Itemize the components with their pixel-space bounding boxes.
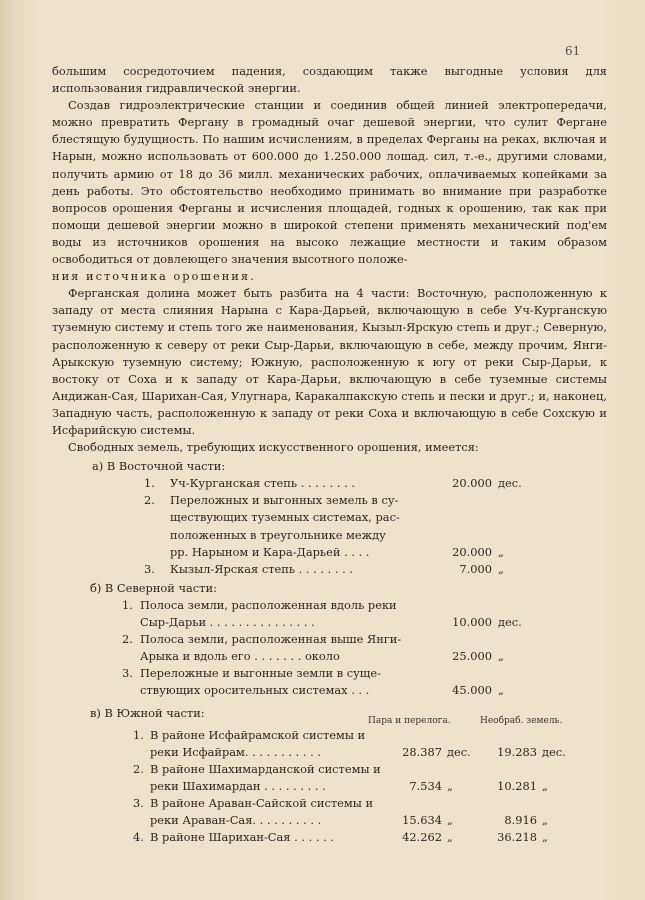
item-label: Арыка и вдоль его . . . . . . . около	[140, 649, 340, 664]
item-unit: дес.	[498, 615, 522, 629]
list-item	[52, 665, 550, 699]
section-south-header: в) В Южной части:	[90, 706, 205, 721]
column-header-unworked: Необраб. земель.	[480, 715, 563, 726]
paragraph-4: Свободных земель, требующих искусственного орошения, имеется:	[68, 440, 479, 455]
item-unit: „	[542, 830, 548, 845]
item-number: 2.	[133, 761, 144, 776]
item-value-unworked: 36.218	[497, 830, 537, 845]
item-label: В районе Араван-Сайской системы и	[150, 795, 374, 810]
item-label: ществующих туземных системах, рас-	[170, 510, 400, 525]
item-label: В районе Шахимарданской системы и	[150, 761, 381, 776]
list-item	[52, 561, 580, 578]
document-body	[52, 63, 607, 846]
item-value: 20.000	[452, 476, 492, 491]
item-label: реки Араван-Сая. . . . . . . . . .	[150, 813, 322, 828]
item-value-unworked: 8.916	[504, 813, 537, 828]
item-number: 2.	[144, 493, 155, 508]
item-value: 25.000	[452, 649, 492, 664]
item-unit: „	[498, 561, 504, 576]
item-number: 1.	[133, 727, 144, 742]
list-item	[52, 727, 607, 761]
list-item	[52, 597, 550, 631]
item-unit: „	[447, 778, 453, 793]
item-label: Полоса земли, расположенная вдоль реки	[140, 597, 397, 612]
section-north-list	[52, 597, 607, 700]
item-label: В районе Шарихан-Сая . . . . . .	[150, 830, 334, 845]
item-label: реки Исфайрам. . . . . . . . . . .	[150, 744, 321, 759]
section-east-list	[52, 475, 607, 578]
item-unit: „	[447, 830, 453, 845]
item-value: 7.000	[459, 561, 492, 576]
section-south-list	[52, 727, 607, 847]
item-number: 4.	[133, 830, 144, 845]
item-label: Сыр-Дарьи . . . . . . . . . . . . . . .	[140, 615, 315, 629]
item-unit: дес.	[542, 744, 566, 759]
item-unit: дес.	[447, 744, 471, 759]
item-label: В районе Исфайрамской системы и	[150, 727, 366, 742]
column-header-fallow: Пара и перелога.	[368, 715, 451, 726]
item-value-fallow: 15.634	[402, 813, 442, 828]
item-unit: „	[542, 778, 548, 793]
item-unit: дес.	[498, 476, 522, 491]
item-value: 45.000	[452, 683, 492, 698]
list-item	[52, 761, 607, 795]
list-item	[52, 795, 607, 829]
list-item	[52, 475, 580, 492]
item-number: 3.	[144, 561, 155, 576]
paragraph-1: большим сосредоточием падения, создающим также выгодные условия для использования гидравлической энергии.	[52, 64, 607, 96]
item-label: реки Шахимардан . . . . . . . . .	[150, 778, 326, 793]
item-value-unworked: 19.283	[497, 744, 537, 759]
item-label: Кызыл-Ярская степь . . . . . . . .	[170, 561, 353, 576]
item-label: положенных в треугольнике между	[170, 527, 386, 542]
item-unit: „	[542, 813, 548, 828]
item-number: 1.	[122, 597, 133, 612]
item-number: 1.	[144, 476, 155, 491]
section-east-header: а) В Восточной части:	[92, 459, 226, 474]
item-value-fallow: 28.387	[402, 744, 442, 759]
paragraph-2: Создав гидроэлектрические станции и соединив общей линией электропередачи, можно превратить Фергану в громадный очаг дешевой энергии, что сулит Фергане блестящую будущность. По нашим исчислениям, в пределах Ферганы на реках, включая и Нарын, можно использовать от 600.000 до 1.250.000 лошад. сил, т.-е., другими словами, получить армию от 18 до 36 милл. механических рабочих, оплачиваемых копейками за день работы. Это обстоятельство необходимо принимать во внимание при разработке вопросов орошения Ферганы и исчисления площадей, годных к орошению, так как при помощи дешевой энергии можно в широкой степени применять механический под'ем воды из источников орошения на высоко лежащие местности и таким образом освободиться от довлеющего значения высотного положе-	[52, 98, 607, 267]
item-label: Уч-Курганская степь . . . . . . . .	[170, 476, 356, 491]
item-unit: „	[498, 544, 504, 559]
item-value-fallow: 7.534	[409, 778, 442, 793]
list-item	[52, 631, 550, 665]
item-unit: „	[498, 683, 504, 698]
page-number: 61	[565, 44, 581, 58]
item-value: 10.000	[452, 615, 492, 629]
item-value-fallow: 42.262	[402, 830, 442, 845]
item-label: рр. Нарыном и Кара-Дарьей . . . .	[170, 544, 370, 559]
paragraph-2-end: ния источника орошения.	[52, 269, 256, 284]
item-label: Переложных и выгонных земель в су-	[170, 493, 399, 508]
item-number: 2.	[122, 632, 133, 647]
item-label: Переложные и выгонные земли в суще-	[140, 666, 381, 681]
section-north-header: б) В Северной части:	[90, 580, 217, 595]
item-number: 3.	[122, 666, 133, 681]
item-number: 3.	[133, 795, 144, 810]
item-label: ствующих оросительных системах . . .	[140, 683, 370, 698]
item-value: 20.000	[452, 544, 492, 559]
item-value-unworked: 10.281	[497, 778, 537, 793]
item-unit: „	[498, 649, 504, 664]
list-item	[52, 829, 607, 846]
item-label: Полоса земли, расположенная выше Янги-	[140, 632, 402, 647]
item-unit: „	[447, 813, 453, 828]
paragraph-3: Ферганская долина может быть разбита на 4 части: Восточную, расположенную к западу от места слияния Нарына с Кара-Дарьей, включающую в себе Уч-Курганскую туземную систему и степь того же наименования, Кызыл-Ярскую степь и друг.; Северную, расположенную к северу от реки Сыр-Дарьи, включающую в себе, между прочим, Янги-Арыкскую туземную систему; Южную, расположенную к югу от реки Сыр-Дарьи, к востоку от Соха и к западу от Кара-Дарьи, включающую в себе туземные системы Андижан-Сая, Шарихан-Сая, Улугнара, Каракалпакскую степь и пески и друг.; и, наконец, Западную часть, расположенную к западу от реки Соха и включающую в себе Сохскую и Исфарийскую системы.	[52, 286, 607, 437]
list-item	[52, 492, 580, 560]
